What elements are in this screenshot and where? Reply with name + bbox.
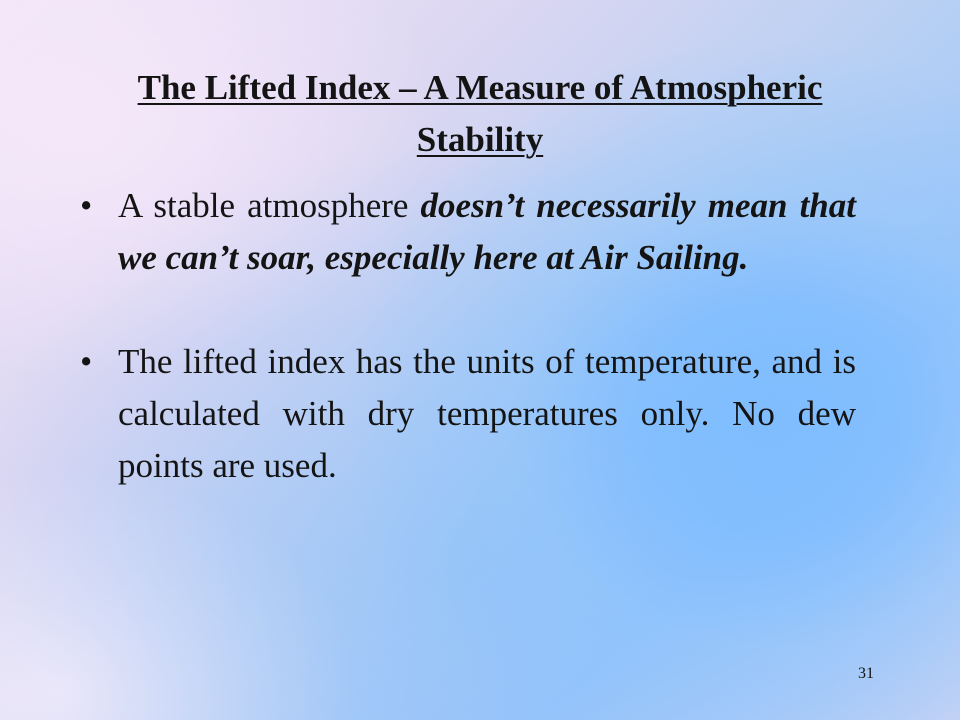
slide-title xyxy=(120,62,840,166)
bullet-dot-icon: • xyxy=(80,342,93,381)
bullet-text-plain: A stable atmosphere xyxy=(118,186,421,225)
bullet-list xyxy=(78,180,856,492)
bullet-text-emphasis: doesn’t necessarily mean that we can’t soar, especially here at Air Sailing. xyxy=(118,186,856,277)
bullet-text: The lifted index has the units of temperature, and is calculated with dry temperatures only. No dew points are used. xyxy=(118,342,856,485)
slide-title-text: The Lifted Index – A Measure of Atmospheric Stability xyxy=(137,68,823,159)
bullet-item-lifted-index xyxy=(78,336,856,492)
page-number: 31 xyxy=(858,665,874,682)
bullet-item-stable-atmosphere xyxy=(78,180,856,284)
bullet-dot-icon: • xyxy=(80,186,93,225)
